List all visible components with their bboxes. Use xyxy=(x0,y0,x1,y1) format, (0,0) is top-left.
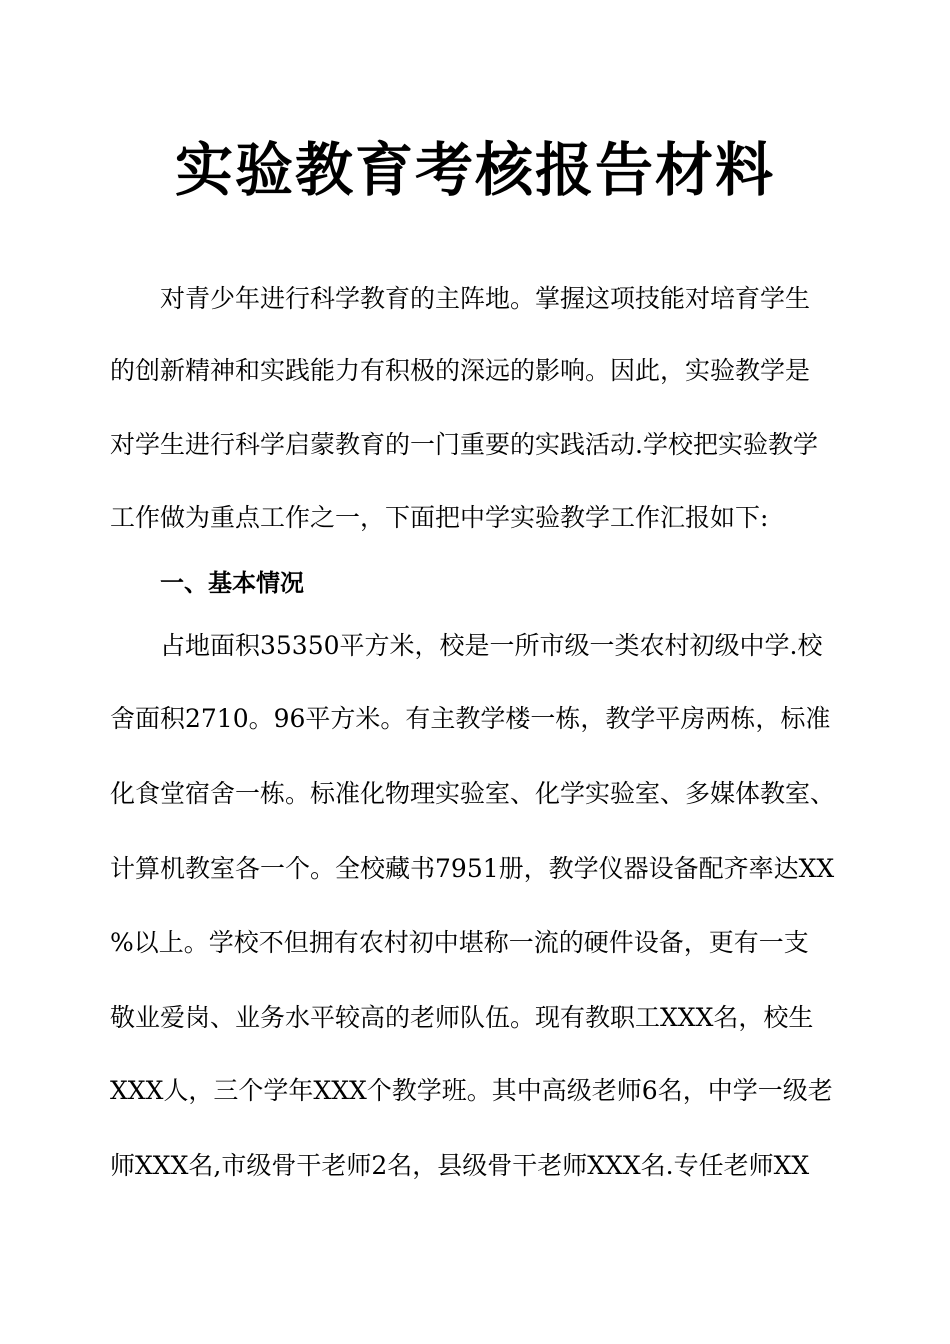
paragraph-line: XXX人，三个学年XXX个教学班。其中高级老师6名，中学一级老 xyxy=(110,1076,833,1105)
paragraph-line: 对学生进行科学启蒙教育的一门重要的实践活动.学校把实验教学 xyxy=(110,430,818,459)
paragraph-line: 计算机教室各一个。全校藏书7951册，教学仪器设备配齐率达XX xyxy=(110,854,835,883)
paragraph-line: 师XXX名,市级骨干老师2名，县级骨干老师XXX名.专任老师XX xyxy=(110,1151,810,1180)
paragraph-line: 敬业爱岗、业务水平较高的老师队伍。现有教职工XXX名，校生 xyxy=(110,1003,814,1032)
paragraph-line: 的创新精神和实践能力有积极的深远的影响。因此，实验教学是 xyxy=(110,356,811,385)
paragraph-line: 工作做为重点工作之一，下面把中学实验教学工作汇报如下: xyxy=(110,503,769,532)
paragraph-line: 对青少年进行科学教育的主阵地。掌握这项技能对培育学生 xyxy=(160,284,811,313)
paragraph-line: 化食堂宿舍一栋。标准化物理实验室、化学实验室、多媒体教室、 xyxy=(110,779,836,808)
document-title: 实验教育考核报告材料 xyxy=(174,136,775,204)
paragraph-line: 舍面积2710。96平方米。有主教学楼一栋，教学平房两栋，标准 xyxy=(110,704,831,733)
paragraph-line: 占地面积35350平方米，校是一所市级一类农村初级中学.校 xyxy=(160,631,823,660)
paragraph-line: %以上。学校不但拥有农村初中堪称一流的硬件设备，更有一支 xyxy=(110,928,809,957)
section-heading: 一、基本情况 xyxy=(160,569,304,597)
